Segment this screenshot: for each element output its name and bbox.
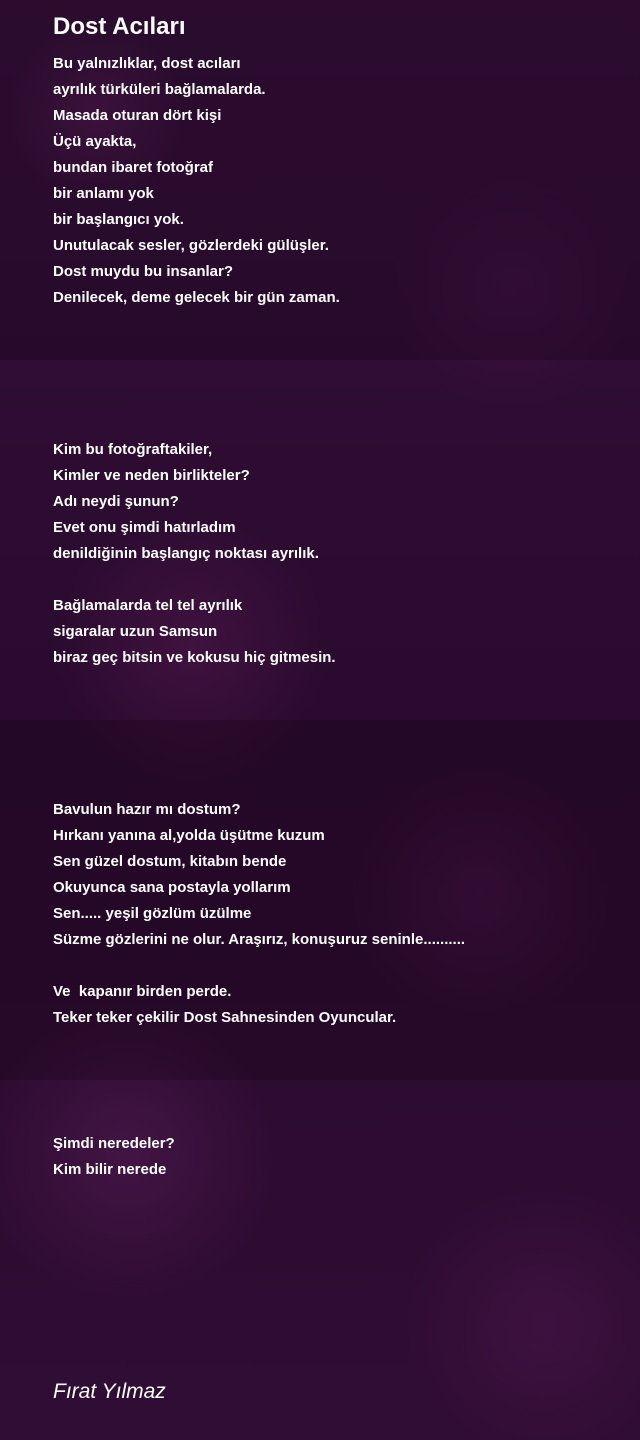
stanza [53, 51, 340, 311]
stanza [53, 593, 336, 671]
poem-title: Dost Acıları [53, 13, 186, 40]
poem-line: Kim bilir nerede [53, 1161, 167, 1178]
poem-line: denildiğinin başlangıç noktası ayrılık. [53, 545, 319, 562]
poem-line: Okuyunca sana postayla yollarım [53, 879, 291, 896]
poem-line: Sen..... yeşil gözlüm üzülme [53, 905, 252, 922]
poem-line: Bağlamalarda tel tel ayrılık [53, 597, 243, 614]
stanza [53, 1131, 175, 1183]
poem-line: Hırkanı yanına al,yolda üşütme kuzum [53, 827, 325, 844]
poem-line: Süzme gözlerini ne olur. Araşırız, konuşuruz seninle.......... [53, 931, 466, 948]
stanza [53, 979, 396, 1031]
poem-line: Ve kapanır birden perde. [53, 983, 232, 1000]
poem-line: Kim bu fotoğraftakiler, [53, 441, 213, 458]
poem-author: Fırat Yılmaz [53, 1380, 166, 1403]
poem-line: Unutulacak sesler, gözlerdeki gülüşler. [53, 237, 329, 254]
stanza [53, 797, 465, 953]
poem-line: bir başlangıcı yok. [53, 211, 184, 228]
poem-line: Adı neydi şunun? [53, 493, 179, 510]
poem-line: Şimdi neredeler? [53, 1135, 175, 1152]
poem-line: ayrılık türküleri bağlamalarda. [53, 81, 266, 98]
poem-line: Teker teker çekilir Dost Sahnesinden Oyuncular. [53, 1009, 397, 1026]
poem-line: Bu yalnızlıklar, dost acıları [53, 55, 241, 72]
poem-line: Sen güzel dostum, kitabın bende [53, 853, 287, 870]
poem-line: Masada oturan dört kişi [53, 107, 222, 124]
stanza [53, 437, 319, 567]
poem-line: bundan ibaret fotoğraf [53, 159, 213, 176]
poem-line: Dost muydu bu insanlar? [53, 263, 234, 280]
poem-line: biraz geç bitsin ve kokusu hiç gitmesin. [53, 649, 336, 666]
poem-line: Kimler ve neden birlikteler? [53, 467, 250, 484]
poem-line: bir anlamı yok [53, 185, 154, 202]
poem-line: sigaralar uzun Samsun [53, 623, 218, 640]
poem-line: Üçü ayakta, [53, 133, 137, 150]
poem-line: Bavulun hazır mı dostum? [53, 801, 241, 818]
poem-line: Denilecek, deme gelecek bir gün zaman. [53, 289, 340, 306]
poem-line: Evet onu şimdi hatırladım [53, 519, 236, 536]
